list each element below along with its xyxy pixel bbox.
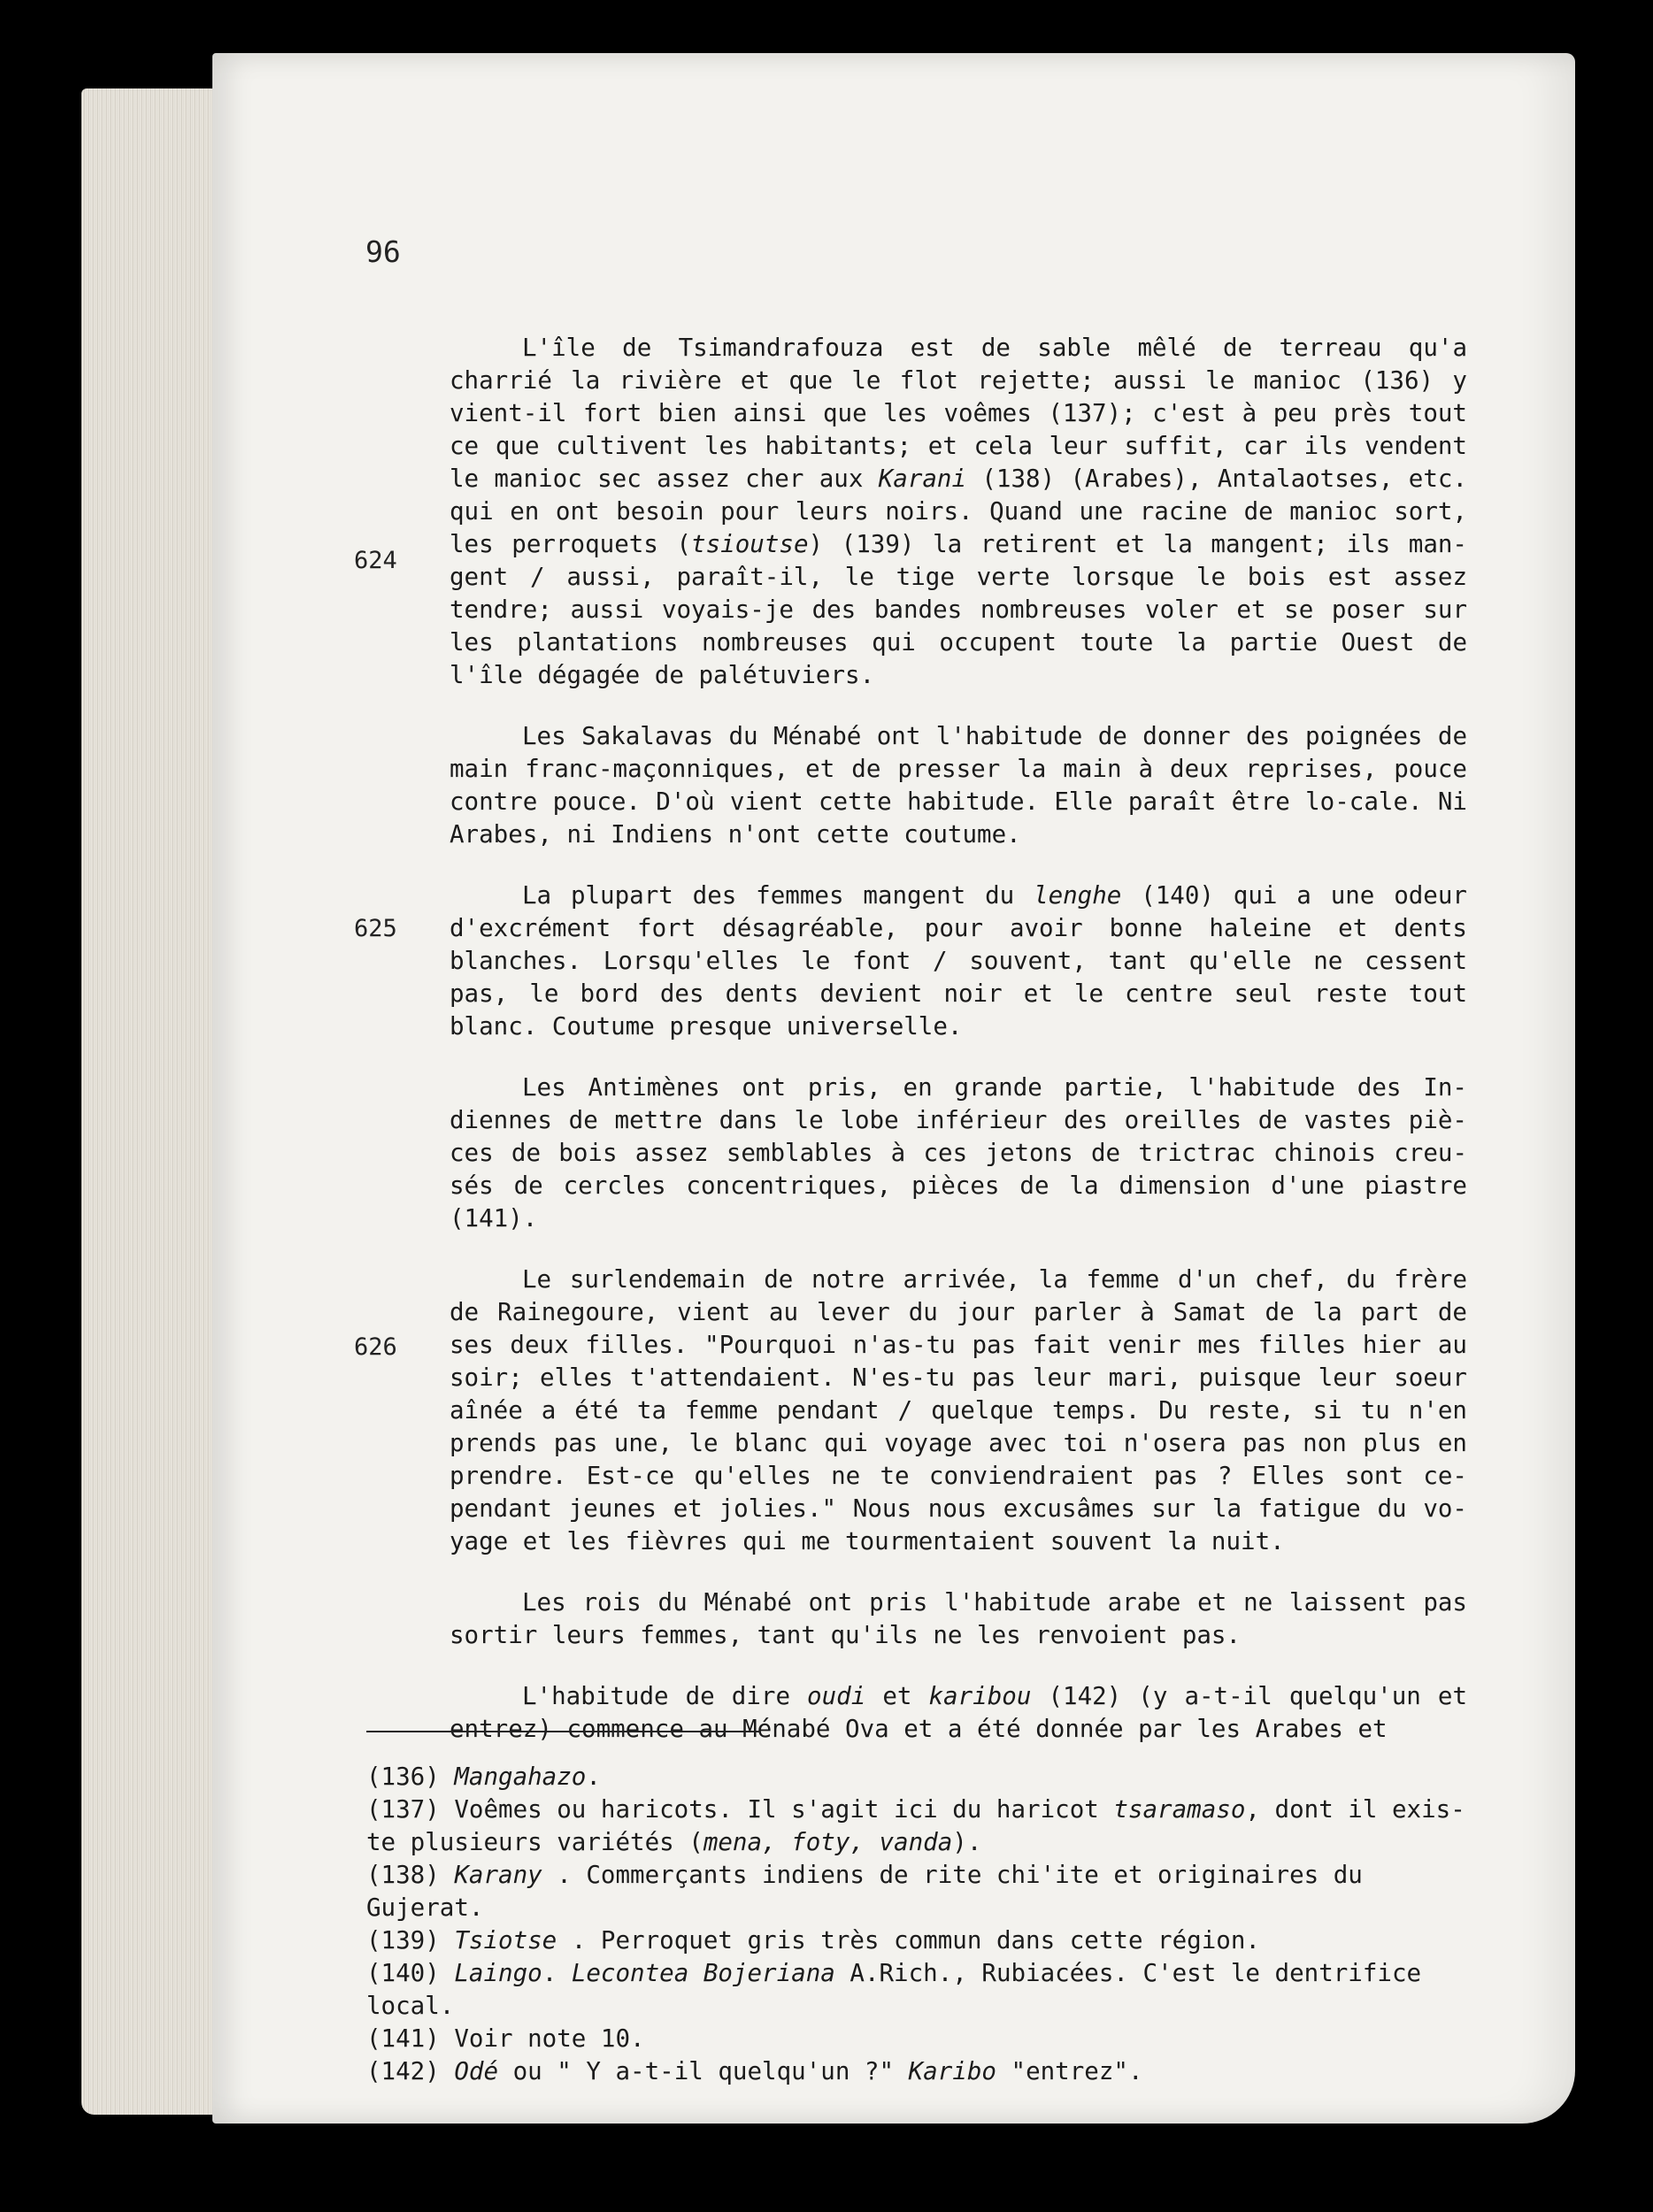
margin-number: 626 <box>354 1333 397 1361</box>
paragraph: La plupart des femmes mangent du lenghe (140) qui a une odeur d'excrément fort désagréable, pour avoir bonne haleine et dents blanches. Lorsqu'elles le font / souvent, tant qu'elle ne cessent pas, le bord des dents devient noir et le centre seul reste tout blanc. Coutume presque universelle. <box>450 881 1467 1041</box>
paragraph: Les Antimènes ont pris, en grande partie, l'habitude des In-diennes de mettre dans le lobe inférieur des oreilles de vastes piè-ces de bois assez semblables à ces jetons de trictrac chinois creu-sés de cercles concentriques, pièces de la dimension d'une piastre (141). <box>450 1073 1467 1233</box>
footnote: (137) Voêmes ou haricots. Il s'agit ici du haricot tsaramaso, dont il exis-te plusieurs variétés (mena, foty, vanda). <box>366 1795 1465 1856</box>
paragraph: Les rois du Ménabé ont pris l'habitude arabe et ne laissent pas sortir leurs femmes, tant qu'ils ne les renvoient pas. <box>450 1588 1467 1649</box>
book-page-edges <box>81 88 223 2115</box>
footnote: (138) Karany . Commerçants indiens de rite chi'ite et originaires du Gujerat. <box>366 1861 1363 1922</box>
paragraph: L'île de Tsimandrafouza est de sable mêlé de terreau qu'a charrié la rivière et que le flot rejette; aussi le manioc (136) y vient-il fort bien ainsi que les voêmes (137); c'est à peu près tout ce que cultivent les habitants; et cela leur suffit, car ils vendent le manioc sec assez cher aux Karani (138) (Arabes), Antalaotses, etc. qui en ont besoin pour leurs noirs. Quand une racine de manioc sort, les perroquets (tsioutse) (139) la retirent et la mangent; ils man-gent / aussi, paraît-il, le tige verte lorsque le bois est assez tendre; aussi voyais-je des bandes nombreuses voler et se poser sur les plantations nombreuses qui occupent toute la partie Ouest de l'île dégagée de palétuviers. <box>450 334 1468 689</box>
paragraph: L'habitude de dire oudi et karibou (142) (y a-t-il quelqu'un et entrez) commence au Ménabé Ova et a été donnée par les Arabes et <box>450 1682 1467 1743</box>
footnote: (140) Laingo. Lecontea Bojeriana A.Rich., Rubiacées. C'est le dentrifice local. <box>366 1959 1422 2020</box>
footnote: (141) Voir note 10. <box>366 2024 645 2053</box>
page-number: 96 <box>365 234 401 269</box>
footnote: (139) Tsiotse . Perroquet gris très commun dans cette région. <box>366 1926 1260 1955</box>
paragraph: Le surlendemain de notre arrivée, la femme d'un chef, du frère de Rainegoure, vient au lever du jour parler à Samat de la part de ses deux filles. "Pourquoi n'as-tu pas fait venir mes filles hier au soir; elles t'attendaient. N'es-tu pas leur mari, puisque leur soeur aînée a été ta femme pendant / quelque temps. Du reste, si tu n'en prends pas une, le blanc qui voyage avec toi n'osera pas non plus en prendre. Est-ce qu'elles ne te conviendraient pas ? Elles sont ce-pendant jeunes et jolies." Nous nous excusâmes sur la fatigue du vo-yage et les fièvres qui me tourmentaient souvent la nuit. <box>450 1265 1467 1555</box>
footnote: (142) Odé ou " Y a-t-il quelqu'un ?" Karibo "entrez". <box>366 2057 1143 2085</box>
paragraph: Les Sakalavas du Ménabé ont l'habitude de donner des poignées de main franc-maçonniques, et de presser la main à deux reprises, pouce contre pouce. D'où vient cette habitude. Elle paraît être lo-cale. Ni Arabes, ni Indiens n'ont cette coutume. <box>450 722 1467 849</box>
main-text <box>450 332 1467 1774</box>
footnote-divider <box>366 1731 760 1732</box>
margin-number: 624 <box>354 547 397 574</box>
margin-number: 625 <box>354 915 397 942</box>
footnote: (136) Mangahazo. <box>366 1763 601 1791</box>
footnotes <box>366 1761 1481 2088</box>
